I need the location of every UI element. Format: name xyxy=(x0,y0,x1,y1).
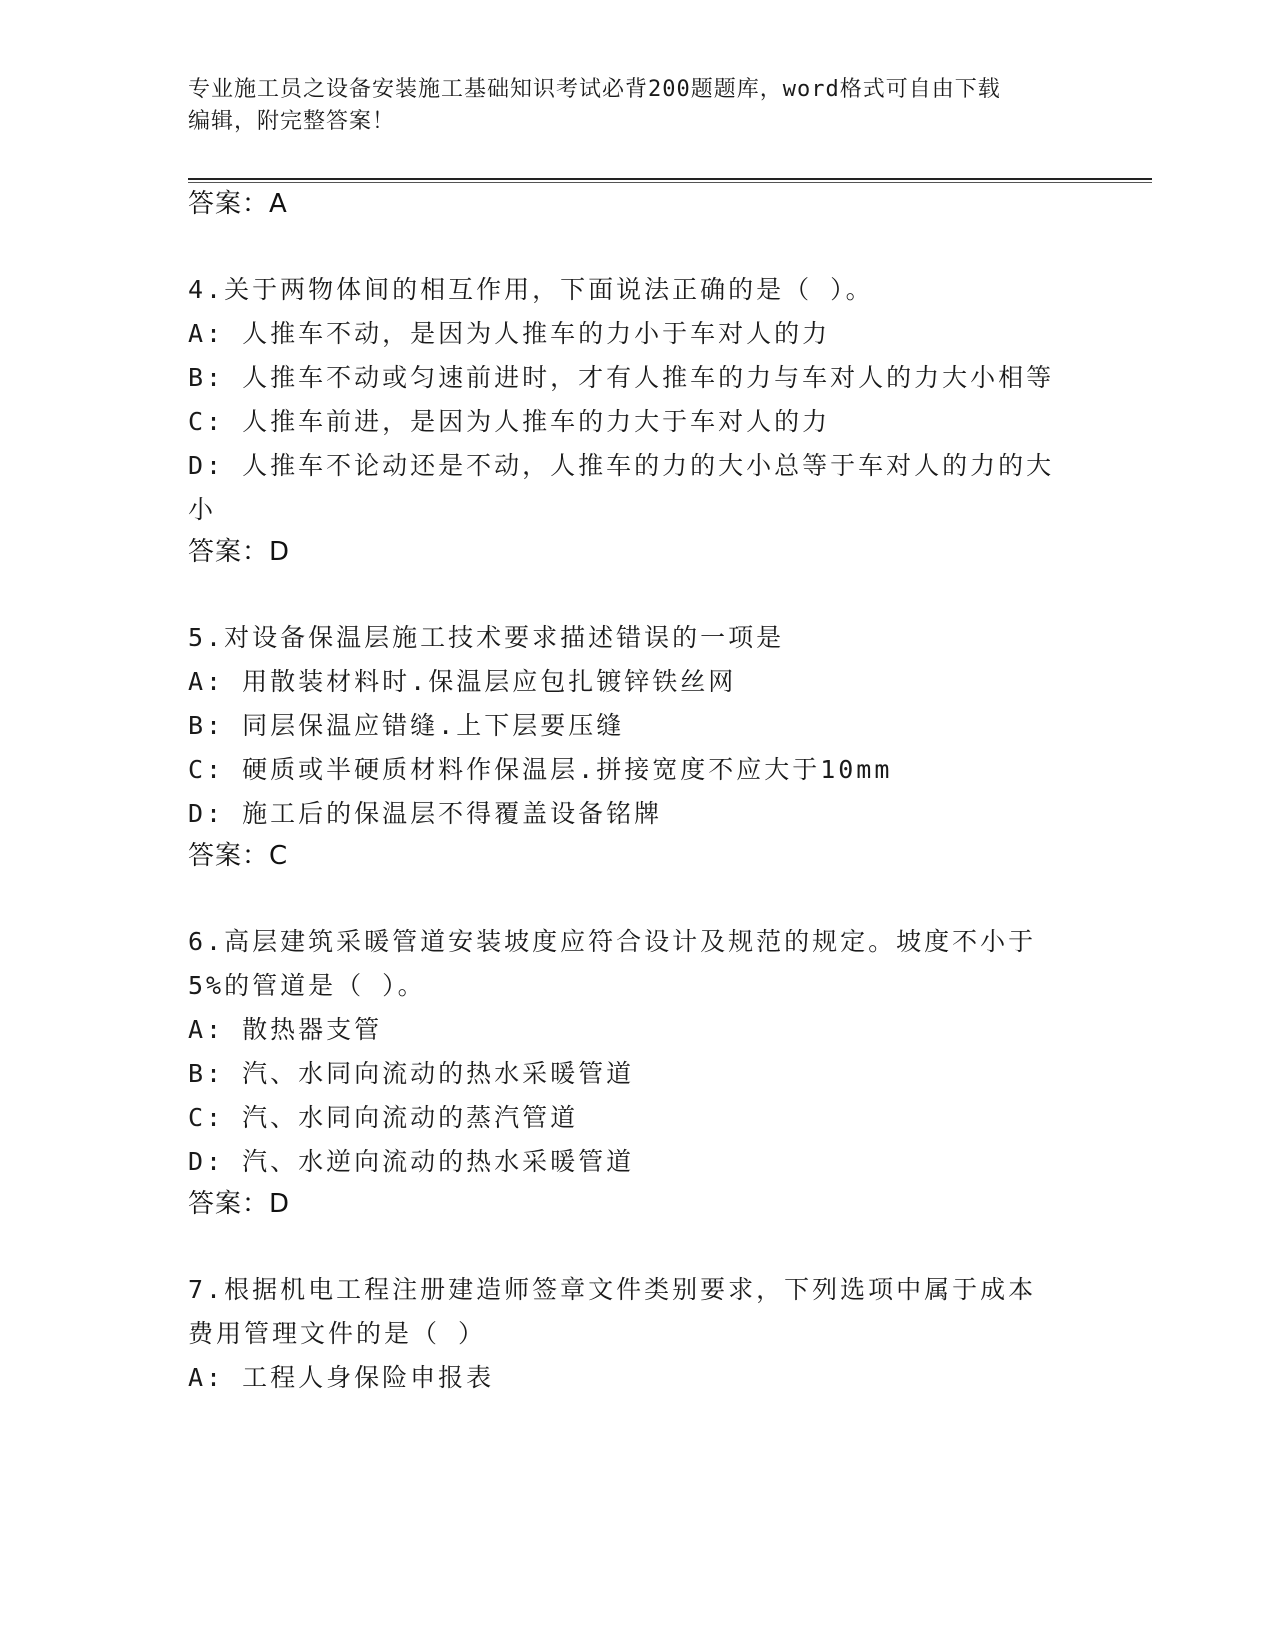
q5-option-d: D: 施工后的保温层不得覆盖设备铭牌 xyxy=(188,799,663,828)
q6-option-b: B: 汽、水同向流动的热水采暖管道 xyxy=(188,1059,635,1088)
q5-option-a: A: 用散装材料时.保温层应包扎镀锌铁丝网 xyxy=(188,667,737,696)
answer-q5: 答案：C xyxy=(188,841,289,871)
header-line-1: 专业施工员之设备安装施工基础知识考试必背200题题库，word格式可自由下载 xyxy=(188,77,1001,102)
q5-stem: 5.对设备保温层施工技术要求描述错误的一项是 xyxy=(188,623,785,652)
q6-option-d: D: 汽、水逆向流动的热水采暖管道 xyxy=(188,1147,635,1176)
q5-option-b: B: 同层保温应错缝.上下层要压缝 xyxy=(188,711,625,740)
q4-option-d-line1: D: 人推车不论动还是不动，人推车的力的大小总等于车对人的力的大 xyxy=(188,451,1055,480)
header-line-2: 编辑，附完整答案！ xyxy=(188,109,396,134)
q6-option-a: A: 散热器支管 xyxy=(188,1015,383,1044)
q7-option-a: A: 工程人身保险申报表 xyxy=(188,1363,495,1392)
q5-option-c: C: 硬质或半硬质材料作保温层.拼接宽度不应大于10mm xyxy=(188,755,893,784)
answer-q4: 答案：D xyxy=(188,537,291,567)
header-rule-thick xyxy=(188,178,1152,180)
header-rule-thin xyxy=(188,182,1152,183)
q6-stem-line1: 6.高层建筑采暖管道安装坡度应符合设计及规范的规定。坡度不小于 xyxy=(188,927,1037,956)
answer-q6: 答案：D xyxy=(188,1189,291,1219)
q4-option-a: A: 人推车不动，是因为人推车的力小于车对人的力 xyxy=(188,319,831,348)
q4-option-d-line2: 小 xyxy=(188,495,217,524)
q7-stem-line1: 7.根据机电工程注册建造师签章文件类别要求，下列选项中属于成本 xyxy=(188,1275,1037,1304)
answer-q3: 答案：A xyxy=(188,189,288,219)
q6-stem-line2: 5%的管道是（ ）。 xyxy=(188,971,426,1000)
q7-stem-line2: 费用管理文件的是（ ） xyxy=(188,1319,487,1348)
q4-option-b: B: 人推车不动或匀速前进时，才有人推车的力与车对人的力大小相等 xyxy=(188,363,1055,392)
q6-option-c: C: 汽、水同向流动的蒸汽管道 xyxy=(188,1103,579,1132)
q4-stem: 4.关于两物体间的相互作用，下面说法正确的是（ ）。 xyxy=(188,275,874,304)
q4-option-c: C: 人推车前进，是因为人推车的力大于车对人的力 xyxy=(188,407,831,436)
page-header xyxy=(188,74,1088,138)
